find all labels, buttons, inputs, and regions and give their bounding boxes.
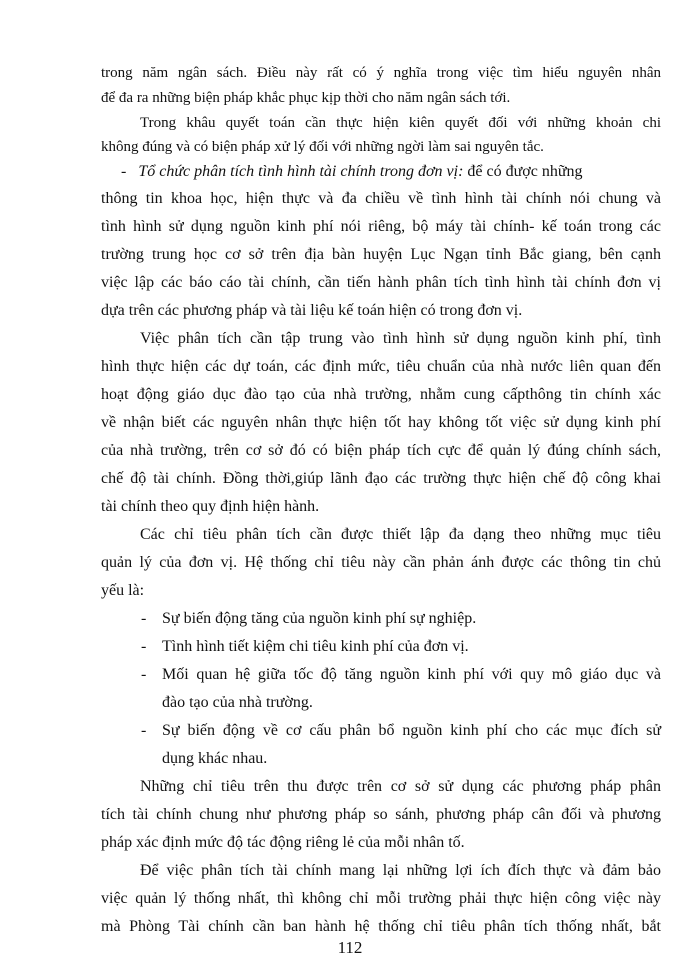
text-line: việc quản lý thống nhất, thì không chỉ mỗi trường phải thực hiện công việc này <box>101 890 661 907</box>
text-line: mà Phòng Tài chính cần ban hành hệ thống chỉ tiêu phân tích thống nhất, bắt <box>101 918 661 935</box>
bullet-dash: - <box>141 638 147 655</box>
section-heading: Tổ chức phân tích tình hình tài chính trong đơn vị: <box>138 163 464 180</box>
text-line: tình hình sử dụng nguồn kinh phí nói riêng, bộ máy tài chính- kế toán trong các <box>101 218 661 235</box>
bullet-dash: - <box>141 666 147 683</box>
text-line: Những chỉ tiêu trên thu được trên cơ sở sử dụng các phương pháp phân <box>140 778 661 795</box>
page-number: 112 <box>337 938 363 957</box>
bullet-item: Mối quan hệ giữa tốc độ tăng nguồn kinh phí với quy mô giáo dục và <box>162 666 661 683</box>
text-line: quản lý của đơn vị. Hệ thống chỉ tiêu này cần phản ánh được các thông tin chủ <box>101 554 661 571</box>
text-line: yếu là: <box>101 582 145 599</box>
text-line: tích tài chính chung như phương pháp so sánh, phương pháp cân đối và phương <box>101 806 661 823</box>
bullet-dash: - <box>141 610 147 627</box>
text-line: để đa ra những biện pháp khắc phục kịp thời cho năm ngân sách tới. <box>101 90 511 106</box>
section-lead-text: để có được những <box>467 163 583 180</box>
section-heading-line <box>121 162 661 182</box>
text-line: Các chỉ tiêu phân tích cần được thiết lập đa dạng theo những mục tiêu <box>140 526 661 543</box>
text-line: hoạt động giáo dục đào tạo của nhà trường, nhằm cung cấpthông tin chính xác <box>101 386 661 403</box>
text-line: không đúng và có biện pháp xử lý đối với những ngời làm sai nguyên tắc. <box>101 139 544 155</box>
text-line: hình thực hiện các dự toán, các định mức, tiêu chuẩn của nhà nước liên quan đến <box>101 358 661 375</box>
text-line: chế độ tài chính. Đồng thời,giúp lãnh đạo các trường thực hiện chế độ công khai <box>101 470 661 487</box>
bullet-item-continuation: đào tạo của nhà trường. <box>162 694 313 711</box>
text-line: việc lập các báo cáo tài chính, cần tiến hành phân tích tình hình tài chính đơn vị <box>101 274 661 291</box>
text-line: tài chính theo quy định hiện hành. <box>101 498 320 515</box>
text-line: pháp xác định mức độ tác động riêng lẻ của mỗi nhân tố. <box>101 834 465 851</box>
text-line: Để việc phân tích tài chính mang lại những lợi ích đích thực và đảm bảo <box>140 862 661 879</box>
bullet-item: Tình hình tiết kiệm chi tiêu kinh phí của đơn vị. <box>162 638 469 655</box>
bullet-item: Sự biến động tăng của nguồn kinh phí sự nghiệp. <box>162 610 477 627</box>
bullet-item-continuation: dụng khác nhau. <box>162 750 268 767</box>
text-line: trường trung học cơ sở trên địa bàn huyện Lục Ngạn tỉnh Bắc giang, bên cạnh <box>101 246 661 263</box>
section-dash: - <box>121 163 127 180</box>
text-line: dựa trên các phương pháp và tài liệu kế toán hiện có trong đơn vị. <box>101 302 523 319</box>
text-line: thông tin khoa học, hiện thực và đa chiều về tình hình tài chính nói chung và <box>101 190 661 207</box>
text-line: Việc phân tích cần tập trung vào tình hình sử dụng nguồn kinh phí, tình <box>140 330 661 347</box>
bullet-dash: - <box>141 722 147 739</box>
text-line: Trong khâu quyết toán cần thực hiện kiên quyết đối với những khoản chi <box>140 115 661 131</box>
bullet-item: Sự biến động về cơ cấu phân bổ nguồn kinh phí cho các mục đích sử <box>162 722 661 739</box>
text-line: về nhận biết các nguyên nhân thực hiện tốt hay không tốt việc sử dụng kinh phí <box>101 414 661 431</box>
text-line: của nhà trường, trên cơ sở đó có biện pháp tích cực để quản lý đúng chính sách, <box>101 442 661 459</box>
text-line: trong năm ngân sách. Điều này rất có ý nghĩa trong việc tìm hiểu nguyên nhân <box>101 65 661 81</box>
